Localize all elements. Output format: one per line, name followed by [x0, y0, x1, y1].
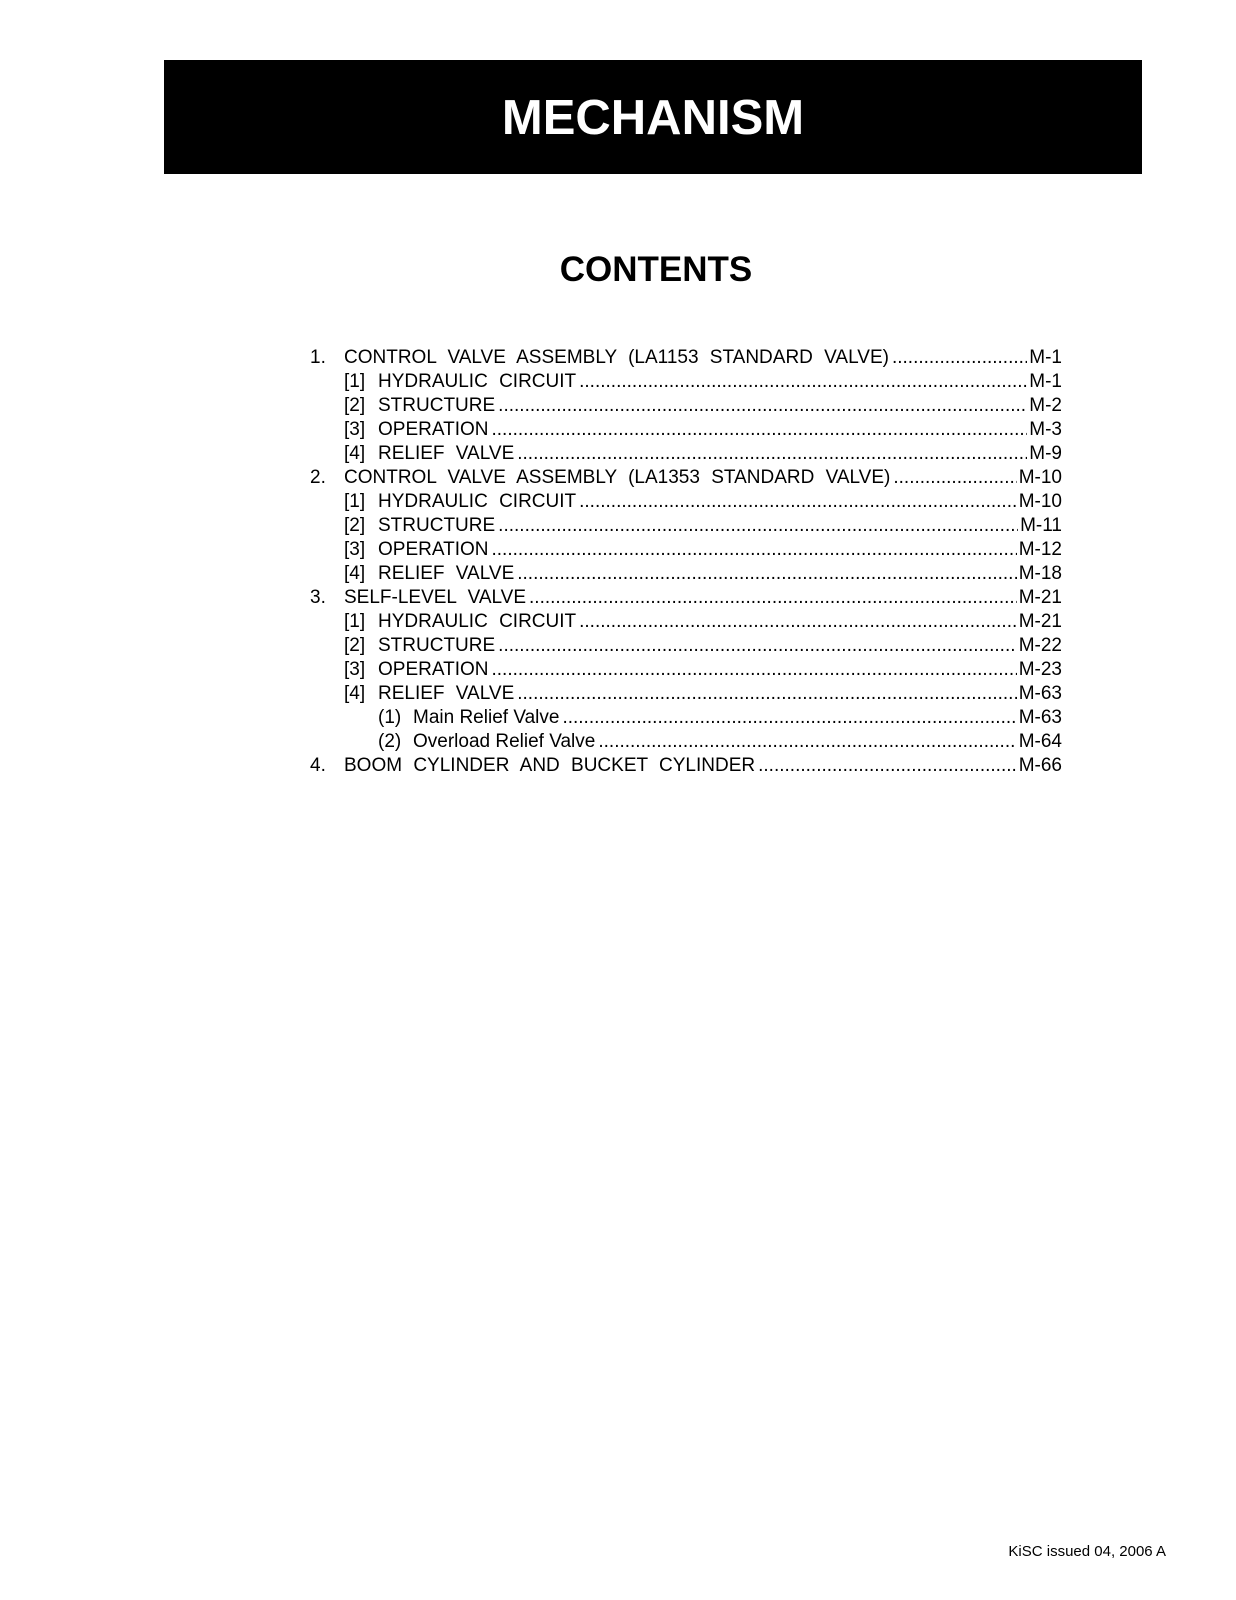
toc-entry[interactable]	[310, 370, 1062, 394]
dot-leader	[579, 370, 1027, 394]
toc-entry-number: [1]	[344, 611, 366, 632]
toc-entry-page: M-64	[1018, 731, 1062, 752]
dot-leader	[517, 562, 1016, 586]
toc-entry-title: OPERATION	[378, 539, 489, 560]
dot-leader	[517, 442, 1027, 466]
toc-entry-number: [1]	[344, 371, 366, 392]
toc-entry[interactable]	[310, 754, 1062, 778]
dot-leader	[492, 658, 1017, 682]
toc-entry-title: HYDRAULIC CIRCUIT	[378, 371, 577, 392]
toc-entry-title: STRUCTURE	[378, 395, 496, 416]
toc-entry-title: CONTROL VALVE ASSEMBLY (LA1353 STANDARD VALVE)	[344, 467, 891, 488]
toc-entry-page: M-10	[1018, 491, 1062, 512]
dot-leader	[598, 730, 1016, 754]
toc-entry-title: Overload Relief Valve	[413, 731, 596, 752]
toc-entry-page: M-23	[1018, 659, 1062, 680]
dot-leader	[893, 466, 1016, 490]
toc-entry-title: RELIEF VALVE	[378, 563, 515, 584]
toc-entry-title: OPERATION	[378, 419, 489, 440]
toc-entry-title: OPERATION	[378, 659, 489, 680]
toc-entry-page: M-22	[1018, 635, 1062, 656]
toc-entry[interactable]	[310, 730, 1062, 754]
issue-footer: KiSC issued 04, 2006 A	[1008, 1543, 1166, 1560]
toc-entry[interactable]	[310, 610, 1062, 634]
toc-entry-number: 1.	[310, 347, 326, 368]
section-banner	[164, 60, 1142, 174]
toc-entry-page: M-10	[1018, 467, 1062, 488]
toc-entry-title: STRUCTURE	[378, 515, 496, 536]
toc-entry-page: M-11	[1020, 515, 1062, 536]
dot-leader	[498, 634, 1017, 658]
toc-entry[interactable]	[310, 634, 1062, 658]
toc-entry-page: M-21	[1018, 587, 1062, 608]
toc-entry-page: M-18	[1018, 563, 1062, 584]
toc-entry[interactable]	[310, 706, 1062, 730]
toc-entry-page: M-1	[1029, 371, 1062, 392]
toc-entry-number: [2]	[344, 515, 366, 536]
toc-entry-page: M-9	[1029, 443, 1062, 464]
dot-leader	[492, 418, 1028, 442]
toc-entry-page: M-3	[1029, 419, 1062, 440]
toc-entry[interactable]	[310, 418, 1062, 442]
dot-leader	[498, 394, 1027, 418]
toc-entry-title: BOOM CYLINDER AND BUCKET CYLINDER	[344, 755, 756, 776]
toc-entry-number: [4]	[344, 683, 366, 704]
dot-leader	[579, 610, 1017, 634]
toc-entry-page: M-2	[1029, 395, 1062, 416]
contents-heading: CONTENTS	[559, 250, 753, 289]
dot-leader	[562, 706, 1016, 730]
dot-leader	[529, 586, 1017, 610]
toc-entry-title: HYDRAULIC CIRCUIT	[378, 491, 577, 512]
toc-entry-page: M-12	[1018, 539, 1062, 560]
toc-entry-number: 3.	[310, 587, 326, 608]
toc-entry[interactable]	[310, 466, 1062, 490]
toc-entry-title: RELIEF VALVE	[378, 443, 515, 464]
toc-entry-page: M-66	[1018, 755, 1062, 776]
toc-entry[interactable]	[310, 346, 1062, 370]
toc-entry[interactable]	[310, 562, 1062, 586]
toc-entry-number: 4.	[310, 755, 326, 776]
toc-entry[interactable]	[310, 442, 1062, 466]
toc-entry-title: STRUCTURE	[378, 635, 496, 656]
table-of-contents	[310, 346, 1062, 778]
toc-entry-number: (2)	[378, 731, 402, 752]
toc-entry-page: M-21	[1018, 611, 1062, 632]
toc-entry-number: (1)	[378, 707, 402, 728]
dot-leader	[892, 346, 1027, 370]
toc-entry-page: M-63	[1018, 683, 1062, 704]
toc-entry-title: Main Relief Valve	[413, 707, 560, 728]
toc-entry-title: RELIEF VALVE	[378, 683, 515, 704]
toc-entry[interactable]	[310, 538, 1062, 562]
dot-leader	[517, 682, 1016, 706]
toc-entry[interactable]	[310, 682, 1062, 706]
dot-leader	[758, 754, 1017, 778]
toc-entry-number: [4]	[344, 563, 366, 584]
dot-leader	[579, 490, 1017, 514]
toc-entry[interactable]	[310, 586, 1062, 610]
toc-entry-page: M-1	[1029, 347, 1062, 368]
dot-leader	[498, 514, 1018, 538]
toc-entry-number: [2]	[344, 395, 366, 416]
toc-entry-title: HYDRAULIC CIRCUIT	[378, 611, 577, 632]
toc-entry-number: [1]	[344, 491, 366, 512]
toc-entry[interactable]	[310, 394, 1062, 418]
toc-entry-number: [3]	[344, 659, 366, 680]
dot-leader	[492, 538, 1017, 562]
toc-entry-number: [3]	[344, 419, 366, 440]
toc-entry[interactable]	[310, 490, 1062, 514]
toc-entry-title: SELF-LEVEL VALVE	[344, 587, 527, 608]
toc-entry[interactable]	[310, 514, 1062, 538]
toc-entry-number: [2]	[344, 635, 366, 656]
toc-entry-page: M-63	[1018, 707, 1062, 728]
section-title: MECHANISM	[501, 91, 805, 145]
toc-entry[interactable]	[310, 658, 1062, 682]
toc-entry-number: 2.	[310, 467, 326, 488]
toc-entry-title: CONTROL VALVE ASSEMBLY (LA1153 STANDARD VALVE)	[344, 347, 889, 368]
toc-entry-number: [4]	[344, 443, 366, 464]
toc-entry-number: [3]	[344, 539, 366, 560]
